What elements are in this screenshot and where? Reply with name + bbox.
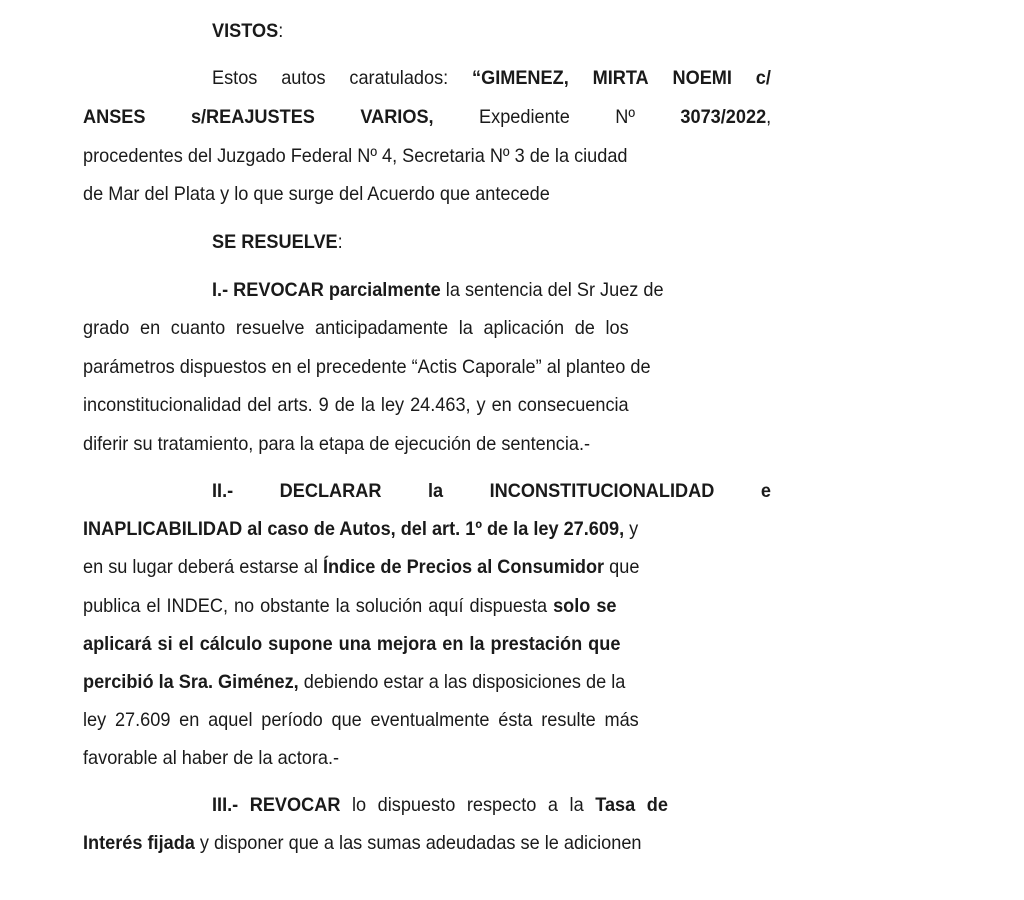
text: que [609, 556, 640, 578]
se-resuelve-colon: : [337, 231, 343, 253]
word: VARIOS, [360, 106, 434, 128]
p1-line-2 [83, 105, 771, 129]
item-i-line-1 [212, 278, 852, 302]
item-iii-bold: III.- REVOCAR [212, 794, 341, 816]
se-resuelve-label: SE RESUELVE [212, 231, 338, 253]
comma: , [766, 106, 772, 128]
vistos-label: VISTOS [212, 20, 279, 42]
vistos-heading [212, 19, 852, 43]
word: “GIMENEZ, [472, 67, 569, 89]
word: INCONSTITUCIONALIDAD [489, 480, 715, 502]
text-bold: solo se [553, 595, 617, 617]
p1-line-4: de Mar del Plata y lo que surge del Acuerdo que antecede [83, 183, 550, 205]
word: Estos [212, 67, 258, 89]
word: autos [281, 67, 326, 89]
item-ii-line-6 [83, 670, 723, 694]
text-bold: Tasa de [595, 794, 668, 816]
item-ii-line-1 [212, 479, 771, 503]
text: y disponer que a las sumas adeudadas se le adicionen [199, 832, 642, 854]
item-i-bold: I.- REVOCAR parcialmente [212, 279, 441, 301]
item-ii-line-4 [83, 594, 723, 618]
vistos-colon: : [278, 20, 284, 42]
item-ii-bold: INAPLICABILIDAD al caso de Autos, del art. 1º de la ley 27.609, [83, 518, 625, 540]
p1-line-3: procedentes del Juzgado Federal Nº 4, Secretaria Nº 3 de la ciudad [83, 145, 628, 167]
text: en su lugar deberá estarse al [83, 556, 318, 578]
word: la [427, 480, 444, 502]
word: MIRTA [592, 67, 649, 89]
item-ii-line-3 [83, 555, 723, 579]
word: II.- [212, 480, 234, 502]
item-ii-line-7: ley 27.609 en aquel período que eventualmente ésta resulte más [83, 709, 639, 731]
p1-line-1 [212, 66, 771, 90]
word: Expediente [479, 106, 570, 128]
word: e [760, 480, 771, 502]
item-ii-line-2 [83, 517, 723, 541]
text-bold: percibió la Sra. Giménez, [83, 671, 299, 693]
se-resuelve-heading [212, 230, 852, 254]
item-i-line-3: parámetros dispuestos en el precedente “Actis Caporale” al planteo de [83, 356, 651, 378]
item-iii-line-2 [83, 831, 723, 855]
text: debiendo estar a las disposiciones de la [303, 671, 626, 693]
word: DECLARAR [279, 480, 382, 502]
ipc-bold: Índice de Precios al Consumidor [322, 556, 605, 578]
word: c/ [755, 67, 771, 89]
text: lo dispuesto respecto a la [351, 794, 584, 816]
item-i-line-4: inconstitucionalidad del arts. 9 de la ley 24.463, y en consecuencia [83, 394, 629, 416]
text: publica el INDEC, no obstante la solución aquí dispuesta [83, 595, 548, 617]
word: caratulados: [349, 67, 449, 89]
case-number: 3073/2022 [680, 106, 767, 128]
item-i-line-2: grado en cuanto resuelve anticipadamente la aplicación de los [83, 317, 629, 339]
word: NOEMI [672, 67, 732, 89]
item-i-line-5: diferir su tratamiento, para la etapa de ejecución de sentencia.- [83, 433, 591, 455]
word: ANSES [83, 106, 146, 128]
item-ii-line-8: favorable al haber de la actora.- [83, 747, 340, 769]
item-ii-rest: y [629, 518, 639, 540]
item-ii-line-5: aplicará si el cálculo supone una mejora en la prestación que [83, 633, 621, 655]
item-i-rest: la sentencia del Sr Juez de [445, 279, 664, 301]
text-bold: Interés fijada [83, 832, 195, 854]
item-iii-line-1 [212, 793, 852, 817]
word: Nº [615, 106, 635, 128]
word: s/REAJUSTES [190, 106, 315, 128]
